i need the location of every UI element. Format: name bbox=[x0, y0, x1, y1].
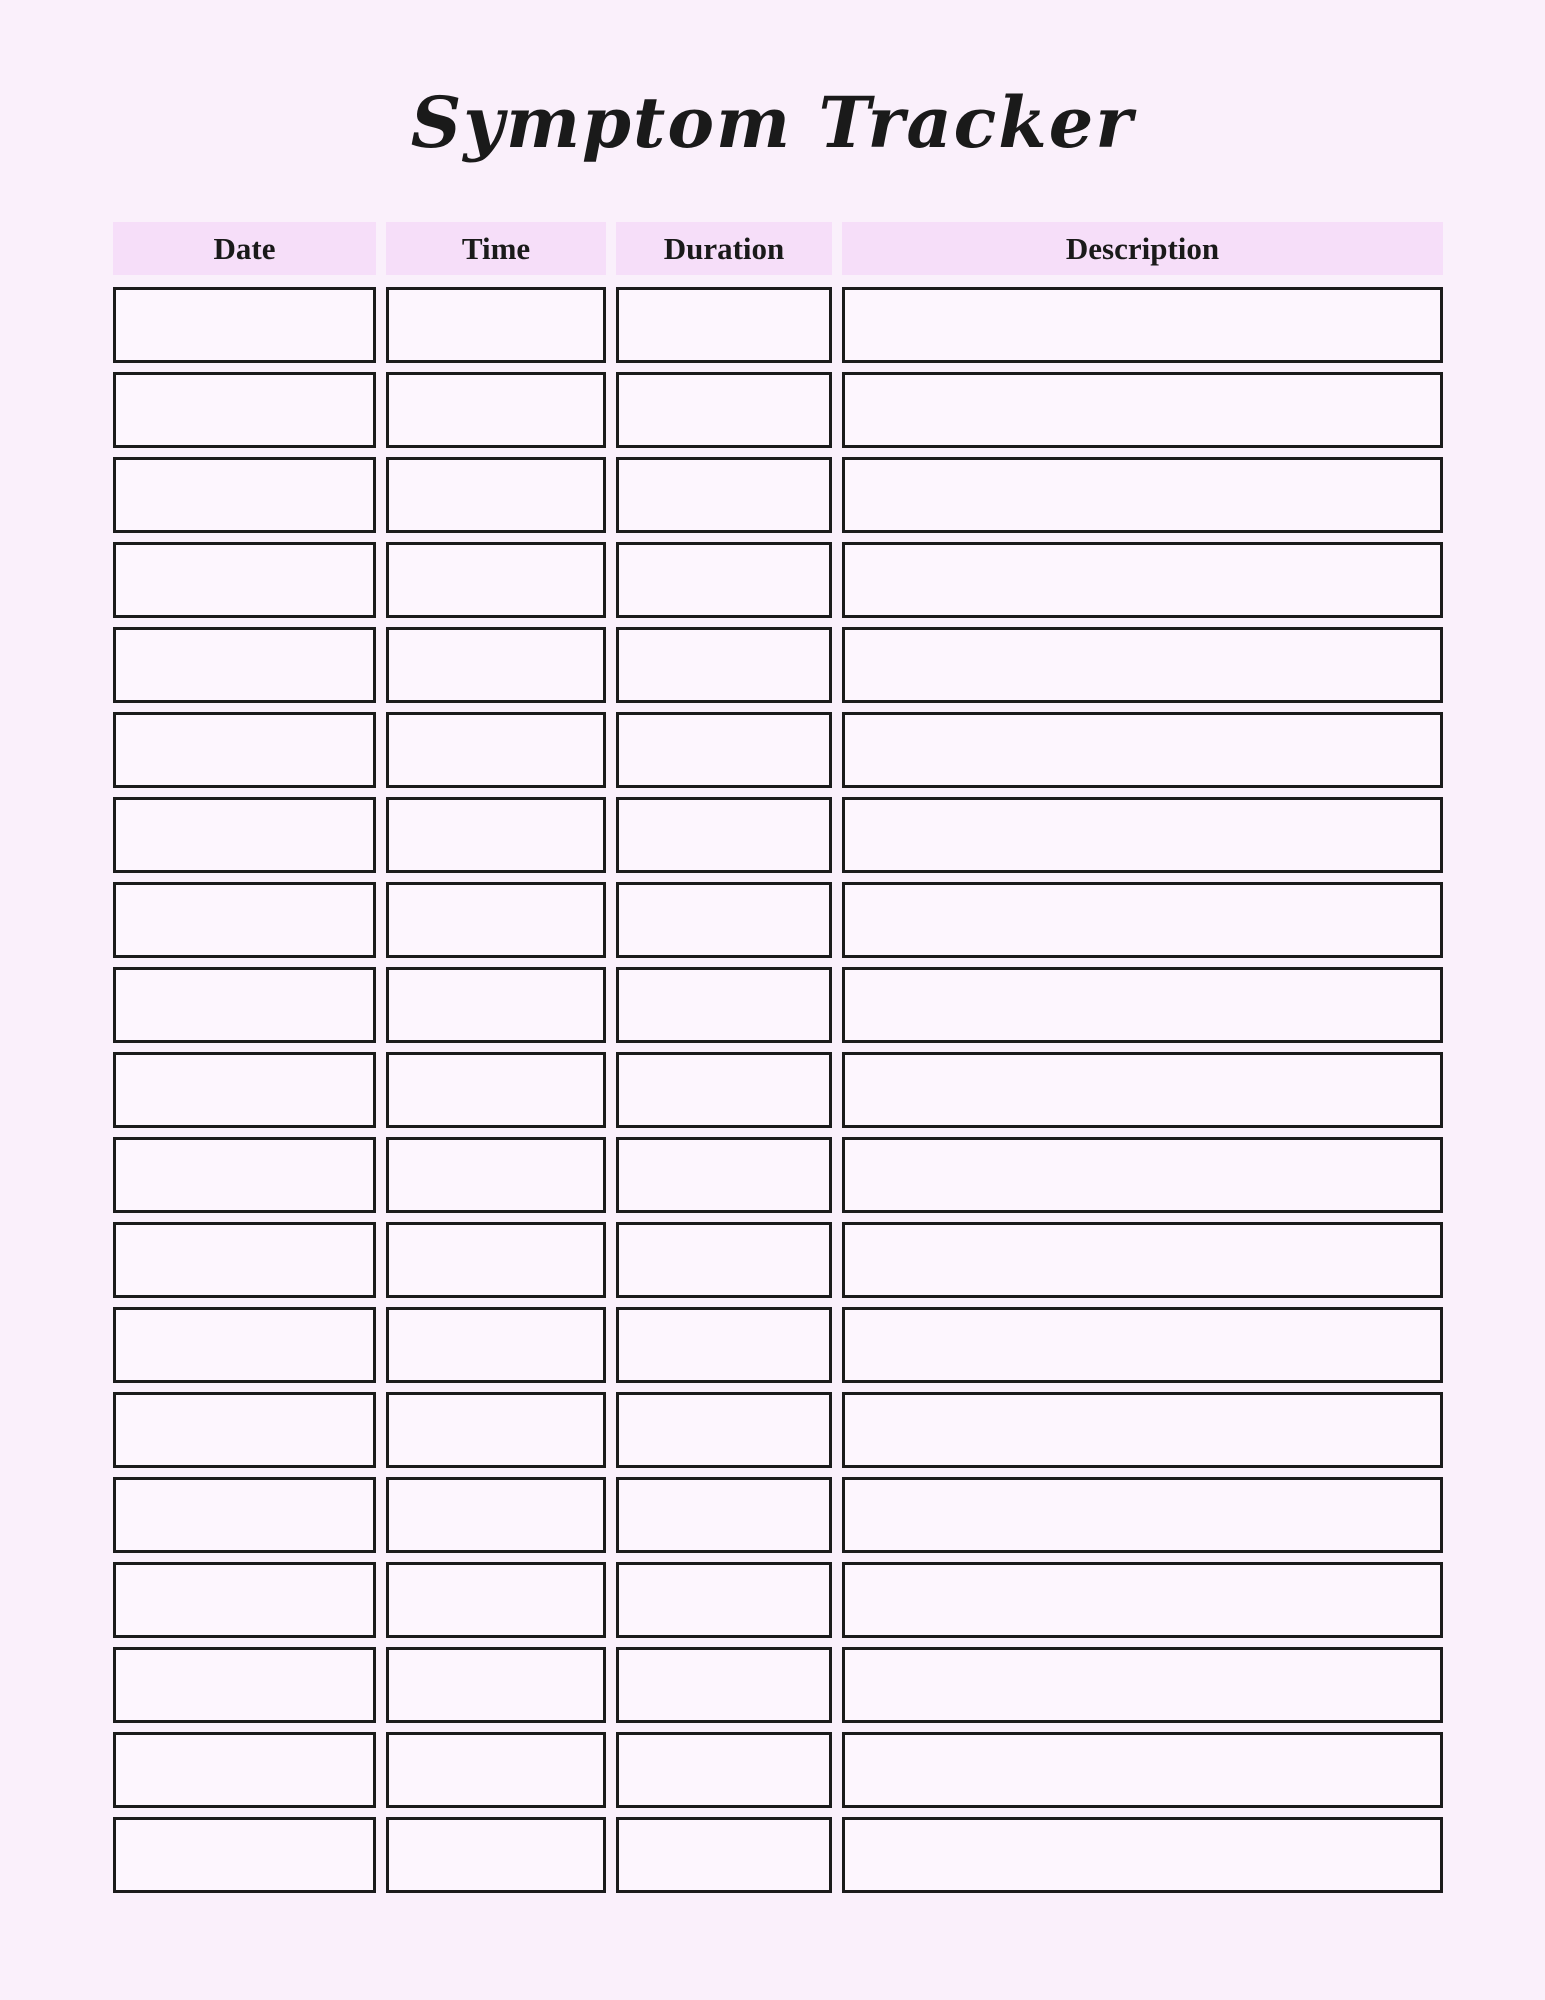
cell-time[interactable] bbox=[386, 1137, 606, 1213]
cell-description[interactable] bbox=[842, 1732, 1443, 1808]
cell-date[interactable] bbox=[113, 372, 376, 448]
cell-duration[interactable] bbox=[616, 542, 832, 618]
cell-time[interactable] bbox=[386, 457, 606, 533]
cell-date[interactable] bbox=[113, 1732, 376, 1808]
cell-description[interactable] bbox=[842, 1392, 1443, 1468]
symptom-table bbox=[113, 222, 1443, 1902]
cell-time[interactable] bbox=[386, 627, 606, 703]
cell-description[interactable] bbox=[842, 712, 1443, 788]
table-row bbox=[113, 1477, 1443, 1553]
cell-duration[interactable] bbox=[616, 1562, 832, 1638]
table-body bbox=[113, 287, 1443, 1893]
cell-date[interactable] bbox=[113, 1817, 376, 1893]
cell-duration[interactable] bbox=[616, 882, 832, 958]
table-row bbox=[113, 1222, 1443, 1298]
cell-time[interactable] bbox=[386, 1562, 606, 1638]
column-header-description: Description bbox=[842, 222, 1443, 275]
cell-date[interactable] bbox=[113, 457, 376, 533]
cell-description[interactable] bbox=[842, 627, 1443, 703]
cell-time[interactable] bbox=[386, 542, 606, 618]
cell-time[interactable] bbox=[386, 967, 606, 1043]
cell-duration[interactable] bbox=[616, 1817, 832, 1893]
table-row bbox=[113, 882, 1443, 958]
cell-description[interactable] bbox=[842, 372, 1443, 448]
cell-description[interactable] bbox=[842, 1562, 1443, 1638]
cell-duration[interactable] bbox=[616, 797, 832, 873]
cell-date[interactable] bbox=[113, 1222, 376, 1298]
cell-description[interactable] bbox=[842, 457, 1443, 533]
cell-time[interactable] bbox=[386, 1392, 606, 1468]
cell-description[interactable] bbox=[842, 882, 1443, 958]
table-row bbox=[113, 1052, 1443, 1128]
cell-date[interactable] bbox=[113, 1562, 376, 1638]
cell-time[interactable] bbox=[386, 1052, 606, 1128]
table-row bbox=[113, 797, 1443, 873]
cell-description[interactable] bbox=[842, 542, 1443, 618]
table-row bbox=[113, 1817, 1443, 1893]
table-row bbox=[113, 1562, 1443, 1638]
cell-duration[interactable] bbox=[616, 1052, 832, 1128]
cell-duration[interactable] bbox=[616, 1647, 832, 1723]
cell-date[interactable] bbox=[113, 287, 376, 363]
table-row bbox=[113, 967, 1443, 1043]
table-row bbox=[113, 1137, 1443, 1213]
cell-description[interactable] bbox=[842, 1222, 1443, 1298]
cell-duration[interactable] bbox=[616, 1732, 832, 1808]
cell-duration[interactable] bbox=[616, 627, 832, 703]
cell-date[interactable] bbox=[113, 1647, 376, 1723]
cell-description[interactable] bbox=[842, 1307, 1443, 1383]
cell-description[interactable] bbox=[842, 1647, 1443, 1723]
cell-duration[interactable] bbox=[616, 1477, 832, 1553]
cell-date[interactable] bbox=[113, 1137, 376, 1213]
cell-description[interactable] bbox=[842, 1817, 1443, 1893]
column-header-duration: Duration bbox=[616, 222, 832, 275]
table-row bbox=[113, 372, 1443, 448]
table-row bbox=[113, 457, 1443, 533]
cell-time[interactable] bbox=[386, 372, 606, 448]
cell-description[interactable] bbox=[842, 967, 1443, 1043]
cell-description[interactable] bbox=[842, 1477, 1443, 1553]
table-row bbox=[113, 287, 1443, 363]
table-header-row bbox=[113, 222, 1443, 275]
cell-duration[interactable] bbox=[616, 1392, 832, 1468]
cell-time[interactable] bbox=[386, 1817, 606, 1893]
cell-duration[interactable] bbox=[616, 967, 832, 1043]
cell-date[interactable] bbox=[113, 967, 376, 1043]
cell-description[interactable] bbox=[842, 1052, 1443, 1128]
cell-date[interactable] bbox=[113, 627, 376, 703]
cell-description[interactable] bbox=[842, 1137, 1443, 1213]
cell-date[interactable] bbox=[113, 1307, 376, 1383]
cell-time[interactable] bbox=[386, 1477, 606, 1553]
cell-date[interactable] bbox=[113, 882, 376, 958]
cell-time[interactable] bbox=[386, 1647, 606, 1723]
cell-time[interactable] bbox=[386, 882, 606, 958]
cell-date[interactable] bbox=[113, 797, 376, 873]
cell-date[interactable] bbox=[113, 712, 376, 788]
table-row bbox=[113, 1732, 1443, 1808]
cell-time[interactable] bbox=[386, 797, 606, 873]
cell-duration[interactable] bbox=[616, 372, 832, 448]
cell-duration[interactable] bbox=[616, 1137, 832, 1213]
cell-duration[interactable] bbox=[616, 1307, 832, 1383]
table-row bbox=[113, 542, 1443, 618]
cell-date[interactable] bbox=[113, 1392, 376, 1468]
table-row bbox=[113, 1647, 1443, 1723]
cell-time[interactable] bbox=[386, 1732, 606, 1808]
cell-description[interactable] bbox=[842, 287, 1443, 363]
table-row bbox=[113, 1307, 1443, 1383]
table-row bbox=[113, 627, 1443, 703]
cell-time[interactable] bbox=[386, 712, 606, 788]
cell-time[interactable] bbox=[386, 1222, 606, 1298]
cell-duration[interactable] bbox=[616, 457, 832, 533]
cell-duration[interactable] bbox=[616, 287, 832, 363]
page-title: Symptom Tracker bbox=[410, 81, 1135, 164]
table-row bbox=[113, 712, 1443, 788]
column-header-time: Time bbox=[386, 222, 606, 275]
cell-date[interactable] bbox=[113, 542, 376, 618]
cell-time[interactable] bbox=[386, 1307, 606, 1383]
cell-date[interactable] bbox=[113, 1052, 376, 1128]
cell-time[interactable] bbox=[386, 287, 606, 363]
cell-description[interactable] bbox=[842, 797, 1443, 873]
cell-date[interactable] bbox=[113, 1477, 376, 1553]
cell-duration[interactable] bbox=[616, 1222, 832, 1298]
column-header-date: Date bbox=[113, 222, 376, 275]
cell-duration[interactable] bbox=[616, 712, 832, 788]
table-row bbox=[113, 1392, 1443, 1468]
